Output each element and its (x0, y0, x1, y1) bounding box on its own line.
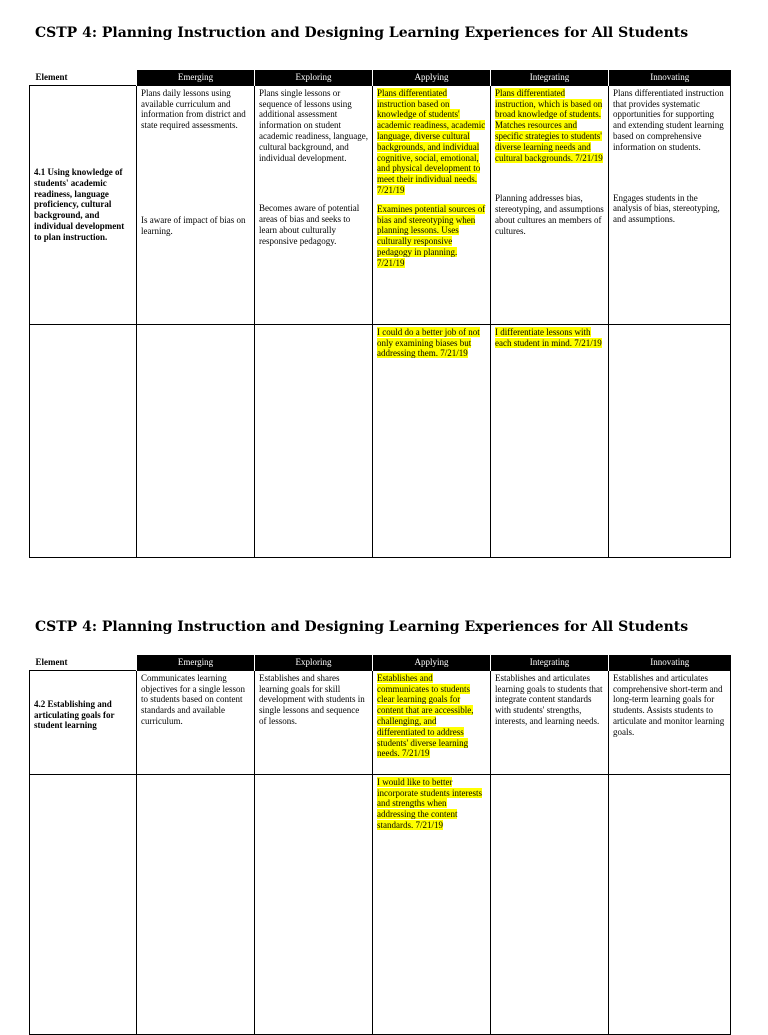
element-cell (30, 670, 137, 774)
notes-row (30, 774, 731, 1034)
innovating-cell (609, 670, 731, 774)
element-text: 4.1 Using knowledge of students' academic readiness, language proficiency, cultural background, and individual development to plan instruction. (34, 167, 125, 242)
header-emerging: Emerging (137, 655, 255, 670)
notes-element-cell (30, 774, 137, 1034)
header-innovating: Innovating (609, 70, 731, 85)
element-cell (30, 85, 137, 324)
notes-exploring-cell (255, 774, 373, 1034)
descriptor-row (30, 670, 731, 774)
element-text: 4.2 Establishing and articulating goals for student learning (34, 698, 115, 731)
descriptor-text: Planning addresses bias, stereotyping, and assumptions about cultures an members of cultures. (495, 193, 604, 236)
descriptor-text: Engages students in the analysis of bias, stereotyping, and assumptions. (613, 192, 720, 225)
header-integrating: Integrating (491, 70, 609, 85)
header-row (30, 70, 731, 85)
integrating-cell (491, 85, 609, 324)
descriptor-text: Plans differentiated instruction that provides systematic opportunities for supporting and extending student learning based on comprehensive information on students. (613, 87, 724, 152)
header-exploring: Exploring (255, 70, 373, 85)
descriptor-row (30, 85, 731, 324)
page-title: CSTP 4: Planning Instruction and Designing Learning Experiences for All Students (35, 25, 689, 41)
notes-integrating-cell (491, 324, 609, 557)
descriptor-text: Is aware of impact of bias on learning. (141, 214, 246, 236)
highlighted-text: Examines potential sources of bias and stereotyping when planning lessons. Uses culturally responsive pedagogy in planning. 7/21/19 (377, 203, 486, 268)
highlighted-text: Establishes and communicates to students clear learning goals for content that are accessible, challenging, and differentiated to address students' diverse learning needs. 7/21/19 (377, 672, 474, 759)
header-integrating: Integrating (491, 655, 609, 670)
integrating-cell (491, 670, 609, 774)
descriptor-text: Communicates learning objectives for a single lesson to students based on content standards and available curriculum. (141, 672, 245, 726)
header-row (30, 655, 731, 670)
header-applying: Applying (373, 70, 491, 85)
notes-row (30, 324, 731, 557)
header-applying: Applying (373, 655, 491, 670)
rubric-table-4-2 (29, 655, 731, 1035)
applying-cell (373, 85, 491, 324)
notes-applying-cell (373, 324, 491, 557)
note-text: I could do a better job of not only examining biases but addressing them. 7/21/19 (377, 326, 480, 359)
page-title: CSTP 4: Planning Instruction and Designing Learning Experiences for All Students (35, 619, 689, 635)
notes-innovating-cell (609, 774, 731, 1034)
header-exploring: Exploring (255, 655, 373, 670)
exploring-cell (255, 85, 373, 324)
notes-integrating-cell (491, 774, 609, 1034)
applying-cell (373, 670, 491, 774)
header-innovating: Innovating (609, 655, 731, 670)
exploring-cell (255, 670, 373, 774)
highlighted-text: Plans differentiated instruction based on knowledge of students' academic readiness, academic language, diverse cultural backgrounds, and individual cognitive, social, emotional, and physical development to meet their individual needs. 7/21/19 (377, 87, 486, 195)
notes-exploring-cell (255, 324, 373, 557)
element-header: Element (30, 655, 137, 670)
rubric-table-4-1 (29, 70, 731, 558)
descriptor-text: Becomes aware of potential areas of bias and seeks to learn about culturally responsive pedagogy. (259, 203, 360, 246)
descriptor-text: Establishes and articulates comprehensive short-term and long-term learning goals for students. Assists students to articulate and monitor learning goals. (613, 672, 725, 737)
header-emerging: Emerging (137, 70, 255, 85)
element-header: Element (30, 70, 137, 85)
highlighted-text: Plans differentiated instruction, which is based on broad knowledge of students. Matches resources and specific strategies to students' diverse learning needs and cultural backgrounds. 7/21/19 (495, 87, 603, 163)
descriptor-text: Establishes and shares learning goals for skill development with students in single lessons and sequence of lessons. (259, 672, 365, 726)
notes-applying-cell (373, 774, 491, 1034)
emerging-cell (137, 85, 255, 324)
note-text: I differentiate lessons with each student in mind. 7/21/19 (495, 326, 602, 348)
notes-innovating-cell (609, 324, 731, 557)
descriptor-text: Establishes and articulates learning goals to students that integrate content standards with students' strengths, interests, and learning needs. (495, 672, 603, 726)
notes-emerging-cell (137, 774, 255, 1034)
descriptor-text: Plans daily lessons using available curriculum and information from district and state required assessments. (141, 87, 246, 131)
descriptor-text: Plans single lessons or sequence of lessons using additional assessment information on student academic readiness, language, cultural background, and individual development. (259, 87, 368, 163)
innovating-cell (609, 85, 731, 324)
notes-element-cell (30, 324, 137, 557)
emerging-cell (137, 670, 255, 774)
note-text: I would like to better incorporate students interests and strengths when addressing the content standards. 7/21/19 (377, 776, 482, 830)
notes-emerging-cell (137, 324, 255, 557)
